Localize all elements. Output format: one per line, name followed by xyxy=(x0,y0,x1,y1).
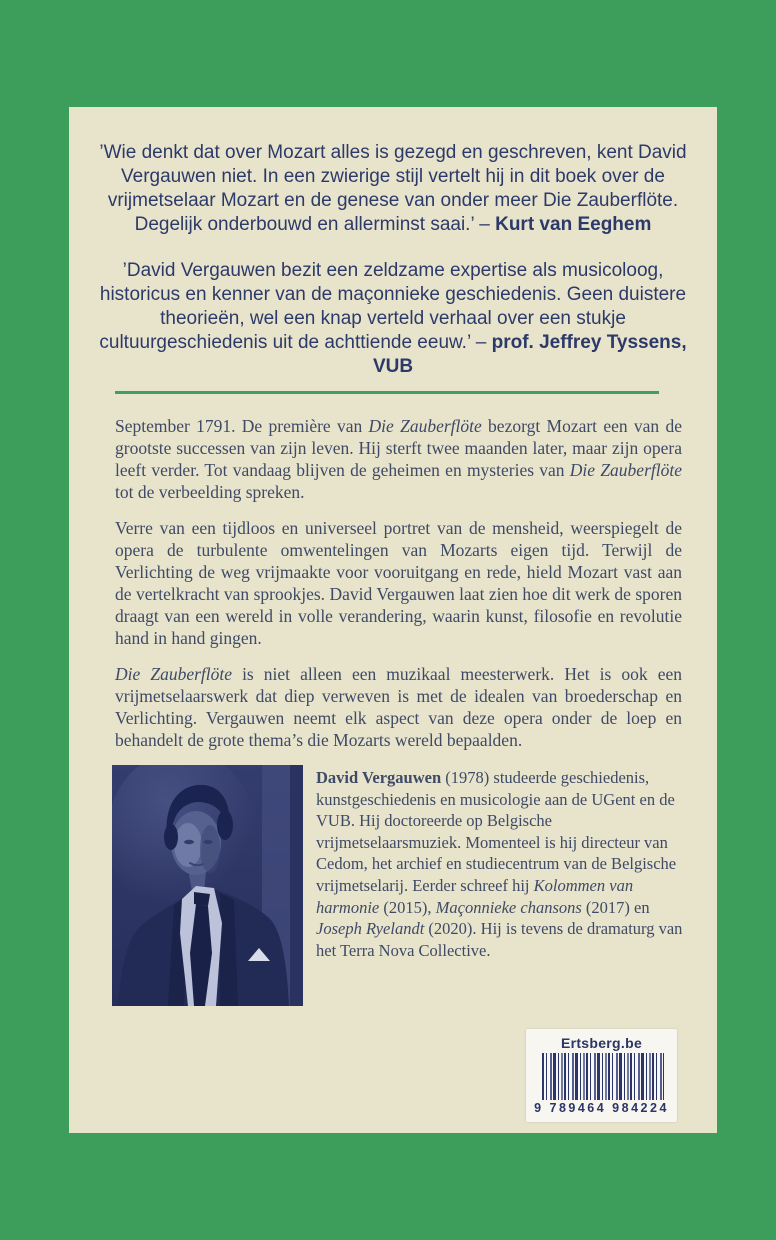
back-cover-panel xyxy=(69,107,717,1133)
synopsis-paragraph-2: Verre van een tijdloos en universeel portret van de mensheid, weerspiegelt de opera de turbulente omwentelingen van Mozarts eigen tijd. Terwijl de Verlichting de weg vrijmaakte voor vooruitgang en rede, hield Mozart vast aan de vertelkracht van sprookjes. David Vergauwen laat zien hoe dit werk de sporen draagt van een wereld in volle verandering, waarin kunst, filosofie en revolutie hand in hand gingen. xyxy=(115,518,682,648)
review-quotes xyxy=(69,107,717,379)
barcode-label xyxy=(526,1029,677,1122)
synopsis xyxy=(115,415,682,751)
review-quote-2: ’David Vergauwen bezit een zeldzame expertise als musicoloog, historicus en kenner van de maçonnieke geschiedenis. Geen duistere theorieën, wel een knap verteld verhaal over een stukje cultuurgeschiedenis uit de achttiende eeuw.’ – prof. Jeffrey Tyssens, VUB xyxy=(99,260,687,377)
barcode xyxy=(542,1053,664,1100)
synopsis-paragraph-3: Die Zauberflöte is niet alleen een muzikaal meesterwerk. Het is ook een vrijmetselaarswerk dat diep verweven is met de idealen van broederschap en Verlichting. Vergauwen neemt elk aspect van deze opera onder de loep en behandelt de grote thema’s die Mozarts wereld bepaalden. xyxy=(115,664,682,750)
publisher-url: Ertsberg.be xyxy=(560,1035,643,1051)
synopsis-paragraph-1: September 1791. De première van Die Zauberflöte bezorgt Mozart een van de grootste successen van zijn leven. Hij sterft twee maanden later, maar zijn opera leeft verder. Tot vandaag blijven de geheimen en mysteries van Die Zauberflöte tot de verbeelding spreken. xyxy=(115,416,682,502)
author-photo xyxy=(112,765,303,1006)
divider-rule xyxy=(115,391,659,394)
isbn-number: 9 789464 984224 xyxy=(534,1101,669,1115)
author-section xyxy=(112,765,717,1006)
review-quote-1: ’Wie denkt dat over Mozart alles is gezegd en geschreven, kent David Vergauwen niet. In een zwierige stijl vertelt hij in dit boek over de vrijmetselaar Mozart en de genese van onder meer Die Zauberflöte. Degelijk onderbouwd en allerminst saai.’ – Kurt van Eeghem xyxy=(99,142,687,235)
author-bio: David Vergauwen (1978) studeerde geschiedenis, kunstgeschiedenis en musicologie aan de UGent en de VUB. Hij doctoreerde op Belgische vrijmetselaarsmuziek. Momenteel is hij directeur van Cedom, het archief en studiecentrum van de Belgische vrijmetselarij. Eerder schreef hij Kolommen van harmonie (2015), Maçonnieke chansons (2017) en Joseph Ryelandt (2020). Hij is tevens de dramaturg van het Terra Nova Collective. xyxy=(316,768,683,960)
author-portrait-graphic xyxy=(112,765,303,1006)
